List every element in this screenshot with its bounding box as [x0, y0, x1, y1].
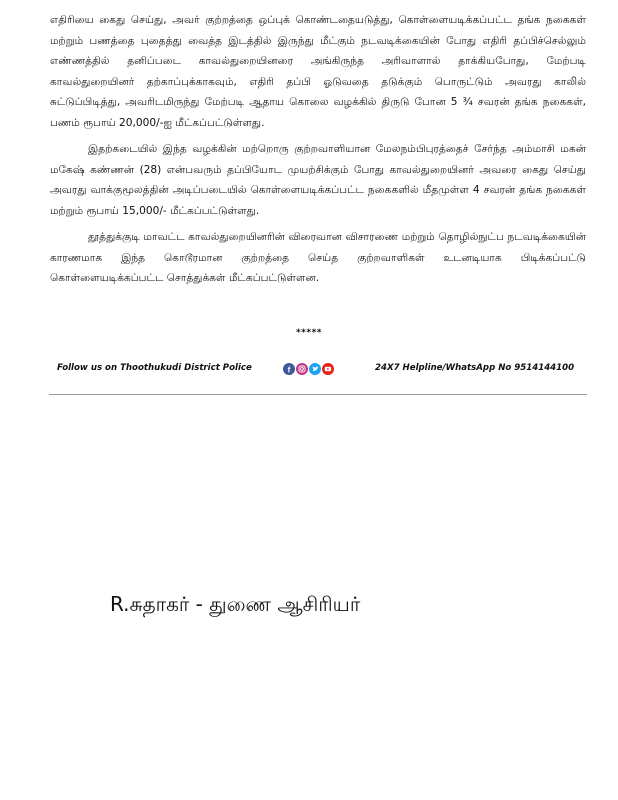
paragraph-conclusion: தூத்துக்குடி மாவட்ட காவல்துறையினரின் விரைவான விசாரணை மற்றும் தொழில்நுட்ப நடவடிக்கையின் காரணமாக இந்த கொடூரமான குற்றத்தை செய்த குற்றவாளிகள் உடனடியாக பிடிக்கப்பட்டு கொள்ளையடிக்கப்பட்ட சொத்துக்கள் மீட்கப்பட்டுள்ளன. — [50, 231, 586, 284]
paragraph-second-accused: இதற்கடையில் இந்த வழக்கின் மற்றொரு குற்றவாளியான மேலநம்பிபுரத்தைச் சேர்ந்த அம்மாசி மகன் மகேஷ் கண்ணன் (28) என்பவரும் தப்பியோட முயற்சிக்கும் போது காவல்துறையினர் அவரை கைது செய்து அவரது வாக்குமூலத்தின் அடிப்படையில் கொள்ளையடிக்கப்பட்ட நகைகளில் மீதமுள்ள 4 சவரன் தங்க நகைகள் மற்றும் ரூபாய் 15,000/- மீட்கப்பட்டுள்ளது. — [50, 143, 586, 217]
facebook-icon[interactable] — [283, 363, 295, 375]
editor-signature: R.சுதாகர் - துணை ஆசிரியர் — [110, 592, 361, 616]
twitter-icon[interactable] — [309, 363, 321, 375]
svg-text:f: f — [287, 365, 291, 375]
follow-us-text: Follow us on Thoothukudi District Police — [57, 363, 252, 373]
press-release-body — [50, 10, 586, 289]
footer-divider — [49, 394, 587, 395]
social-icons — [283, 363, 334, 375]
section-separator: ***** — [295, 328, 323, 338]
instagram-icon[interactable] — [296, 363, 308, 375]
paragraph-arrest-recovery: எதிரியை கைது செய்து, அவர் குற்றத்தை ஒப்புக் கொண்டதையடுத்து, கொள்ளையடிக்கப்பட்ட தங்க நகைகள் மற்றும் பணத்தை புதைத்து வைத்த இடத்தில் இருந்து மீட்கும் நடவடிக்கையின் போது எதிரி தப்பிச்செல்லும் எண்ணத்தில் தனிப்படை காவல்துறையினரை அங்கிருந்த அரிவாளால் தாக்கியபோது, மேற்படி காவல்துறையினர் தற்காப்புக்காகவும், எதிரி தப்பி ஓடுவதை தடுக்கும் பொருட்டும் அவரது காலில் சுட்டுப்பிடித்து, அவரிடமிருந்து மேற்படி ஆதாய கொலை வழக்கில் திருடு போன 5 ¾ சவரன் தங்க நகைகள், பணம் ரூபாய் 20,000/-ஐ மீட்கப்பட்டுள்ளது. — [50, 14, 586, 129]
footer-bar — [57, 362, 577, 378]
helpline-text: 24X7 Helpline/WhatsApp No 9514144100 — [375, 363, 575, 373]
youtube-icon[interactable] — [322, 363, 334, 375]
